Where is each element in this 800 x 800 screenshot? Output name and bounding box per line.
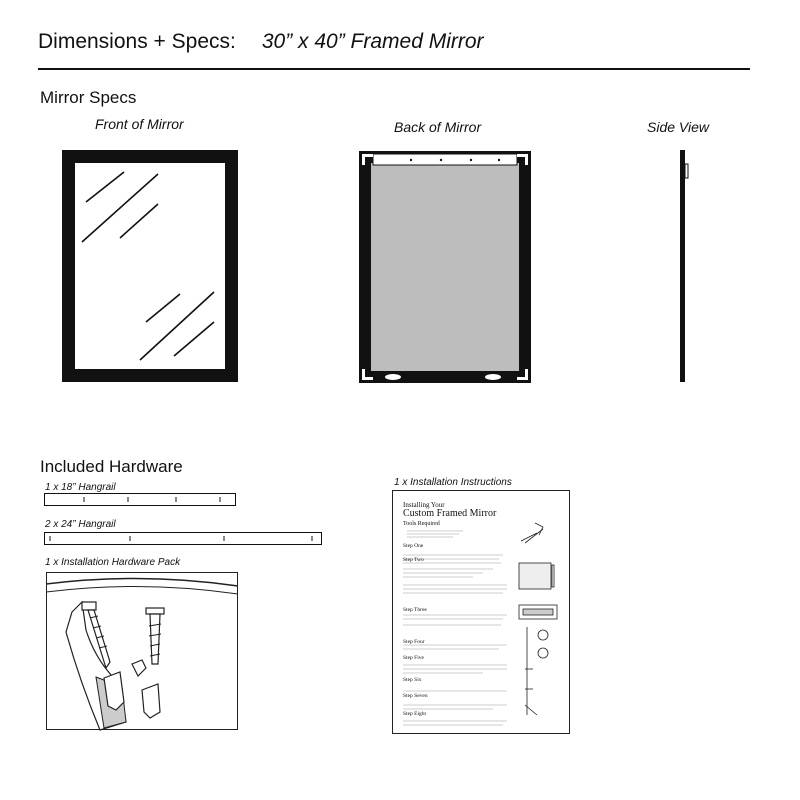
instructions-sheet xyxy=(392,490,570,734)
instructions-step-7: Step Seven xyxy=(403,693,428,699)
hangrail-18-drawing xyxy=(44,493,236,507)
instructions-illustrations xyxy=(517,519,565,719)
hardware-pack-label: 1 x Installation Hardware Pack xyxy=(45,557,181,568)
instructions-title-large: Custom Framed Mirror xyxy=(403,508,497,519)
instructions-step-2: Step Two xyxy=(403,557,424,563)
instructions-step-3: Step Three xyxy=(403,607,427,613)
side-view-drawing xyxy=(676,150,690,382)
back-of-mirror-drawing xyxy=(359,151,531,383)
instructions-step-1: Step One xyxy=(403,543,424,549)
hangrail-18-label: 1 x 18” Hangrail xyxy=(45,482,116,493)
instructions-title-small: Installing Your xyxy=(403,501,445,509)
title-subtitle: 30” x 40” Framed Mirror xyxy=(261,30,484,53)
page-title xyxy=(38,30,484,54)
mirror-specs-heading: Mirror Specs xyxy=(40,88,137,107)
title-main: Dimensions + Specs: xyxy=(38,30,236,53)
instructions-step-8: Step Eight xyxy=(403,711,427,717)
hangrail-24-drawing xyxy=(44,532,322,546)
hardware-pack-drawing xyxy=(46,572,238,730)
hangrail-24-label: 2 x 24” Hangrail xyxy=(45,519,116,530)
instructions-tools-heading: Tools Required xyxy=(403,521,440,527)
instructions-label: 1 x Installation Instructions xyxy=(394,477,512,488)
instructions-step-4: Step Four xyxy=(403,639,425,645)
included-hardware-heading: Included Hardware xyxy=(40,457,183,476)
front-of-mirror-drawing xyxy=(62,150,238,382)
side-view-label: Side View xyxy=(647,119,710,135)
header-divider xyxy=(38,68,750,70)
instructions-step-5: Step Five xyxy=(403,655,424,661)
back-of-mirror-label: Back of Mirror xyxy=(394,119,482,135)
front-of-mirror-label: Front of Mirror xyxy=(95,116,184,132)
instructions-step-6: Step Six xyxy=(403,677,422,683)
